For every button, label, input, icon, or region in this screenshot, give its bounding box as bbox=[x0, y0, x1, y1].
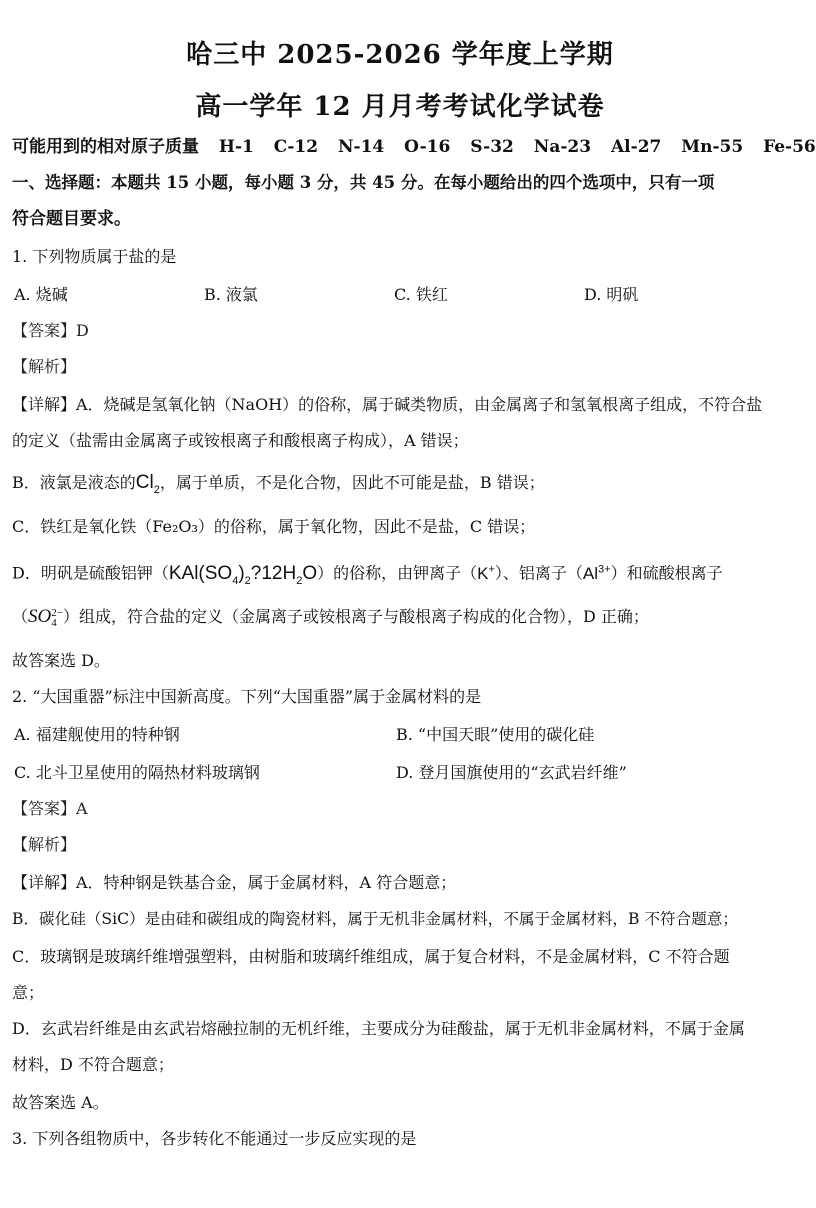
atomic-mass-item: N-14 bbox=[337, 137, 385, 157]
atomic-mass-item: H-1 bbox=[218, 137, 254, 157]
formula-text: Cl bbox=[135, 472, 154, 493]
atomic-mass-line bbox=[12, 136, 816, 158]
atomic-mass-item: Mn-55 bbox=[681, 137, 744, 157]
aluminum-ion bbox=[583, 564, 611, 583]
q1-detail-d-cont bbox=[12, 606, 649, 628]
q1-analysis-label: 【解析】 bbox=[12, 357, 77, 376]
q1-option-a: A. 烧碱 bbox=[14, 285, 68, 304]
q1-detail-b-text: ，属于单质，不是化合物，因此不可能是盐，B 错误； bbox=[159, 473, 545, 492]
q1-detail-a: 【详解】A．烧碱是氢氧化钠（NaOH）的俗称，属于碱类物质，由金属离子和氢氧根离子组成，不符合盐 bbox=[12, 395, 763, 414]
ion-text: K bbox=[477, 563, 489, 583]
exam-title-school: 哈三中 2025-2026 学年度上学期 bbox=[186, 40, 614, 70]
q1-option-c: C. 铁红 bbox=[394, 285, 448, 304]
formula-text: ) bbox=[238, 562, 245, 584]
atomic-mass-item: Fe-56 bbox=[763, 137, 816, 157]
ion-charge: 2− bbox=[51, 606, 63, 619]
ion-charge: 3+ bbox=[598, 563, 611, 575]
atomic-mass-item: C-12 bbox=[273, 137, 319, 157]
q1-detail-c: C．铁红是氧化铁（Fe₂O₃）的俗称，属于氧化物，因此不是盐，C 错误； bbox=[12, 517, 536, 536]
question-1-stem: 1. 下列物质属于盐的是 bbox=[12, 247, 177, 266]
formula-subscript: 2 bbox=[153, 483, 160, 496]
formula-text: ?12H bbox=[250, 562, 297, 584]
alum-formula bbox=[168, 562, 318, 587]
q1-detail-d-text: D．明矾是硫酸铝钾（ bbox=[12, 563, 169, 583]
q1-detail-a-cont: 的定义（盐需由金属离子或铵根离子和酸根离子构成），A 错误； bbox=[12, 431, 469, 450]
q2-detail-d-cont: 材料，D 不符合题意； bbox=[12, 1055, 174, 1074]
q1-detail-b bbox=[12, 472, 545, 501]
question-3-stem: 3. 下列各组物质中，各步转化不能通过一步反应实现的是 bbox=[12, 1129, 417, 1148]
q2-detail-b: B．碳化硅（SiC）是由硅和碳组成的陶瓷材料，属于无机非金属材料，不属于金属材料，B 不符合题意； bbox=[12, 910, 739, 928]
q1-detail-d-text: ）的俗称，由钾离子（ bbox=[317, 563, 478, 583]
ion-text: SO bbox=[28, 606, 52, 627]
q1-detail-d-text: （ bbox=[12, 607, 29, 626]
section-heading: 一、选择题：本题共 15 小题，每小题 3 分，共 45 分。在每小题给出的四个选项中，只有一项 bbox=[12, 173, 715, 192]
q1-answer: 【答案】D bbox=[12, 321, 89, 340]
atomic-mass-label: 可能用到的相对原子质量 bbox=[12, 137, 199, 157]
sulfate-ion bbox=[28, 606, 63, 627]
atomic-mass-item: S-32 bbox=[470, 137, 514, 157]
q1-detail-d-text: ）组成，符合盐的定义（金属离子或铵根离子与酸根离子构成的化合物），D 正确； bbox=[62, 607, 649, 626]
q2-option-a: A. 福建舰使用的特种钢 bbox=[14, 725, 180, 744]
q2-conclusion: 故答案选 A。 bbox=[12, 1093, 109, 1112]
formula-text: O bbox=[302, 562, 318, 584]
ion-subscript: 4 bbox=[51, 616, 57, 629]
atomic-mass-item: Na-23 bbox=[533, 137, 592, 157]
formula-subscript: 4 bbox=[232, 574, 239, 587]
q2-answer: 【答案】A bbox=[12, 799, 88, 818]
formula-subscript: 2 bbox=[244, 574, 251, 587]
q2-detail-a: 【详解】A．特种钢是铁基合金，属于金属材料，A 符合题意； bbox=[12, 873, 457, 892]
question-2-stem: 2. “大国重器”标注中国新高度。下列“大国重器”属于金属材料的是 bbox=[12, 687, 482, 706]
q1-conclusion: 故答案选 D。 bbox=[12, 651, 110, 670]
atomic-mass-item: O-16 bbox=[404, 137, 451, 157]
q1-detail-d bbox=[12, 558, 723, 591]
q2-option-d: D. 登月国旗使用的“玄武岩纤维” bbox=[396, 763, 627, 782]
ion-script-stack bbox=[51, 608, 63, 628]
q2-analysis-label: 【解析】 bbox=[12, 835, 77, 854]
q2-detail-c: C．玻璃钢是玻璃纤维增强塑料，由树脂和玻璃纤维组成，属于复合材料，不是金属材料，C 不符合题 bbox=[12, 947, 730, 966]
q1-detail-d-text: ）和硫酸根离子 bbox=[610, 563, 723, 583]
formula-subscript: 2 bbox=[296, 574, 303, 587]
q2-option-b: B. “中国天眼”使用的碳化硅 bbox=[396, 725, 595, 744]
q2-option-c: C. 北斗卫星使用的隔热材料玻璃钢 bbox=[14, 763, 260, 782]
q2-detail-d: D．玄武岩纤维是由玄武岩熔融拉制的无机纤维，主要成分为硅酸盐，属于无机非金属材料，不属于金属 bbox=[12, 1019, 745, 1038]
atomic-mass-item: Al-27 bbox=[610, 137, 662, 157]
q1-option-b: B. 液氯 bbox=[204, 285, 258, 304]
ion-text: Al bbox=[582, 563, 599, 583]
exam-title-grade: 高一学年 12 月月考考试化学试卷 bbox=[195, 92, 605, 122]
section-heading-cont: 符合题目要求。 bbox=[12, 209, 131, 229]
potassium-ion bbox=[477, 564, 495, 583]
q1-detail-d-text: ）、铝离子（ bbox=[494, 563, 583, 583]
q1-detail-b-text: B．液氯是液态的 bbox=[12, 473, 136, 492]
q1-option-d: D. 明矾 bbox=[584, 285, 639, 304]
formula-text: KAl(SO bbox=[168, 562, 233, 584]
ion-charge: + bbox=[488, 563, 495, 575]
chlorine-formula bbox=[135, 472, 160, 496]
q2-detail-c-cont: 意； bbox=[12, 983, 45, 1002]
